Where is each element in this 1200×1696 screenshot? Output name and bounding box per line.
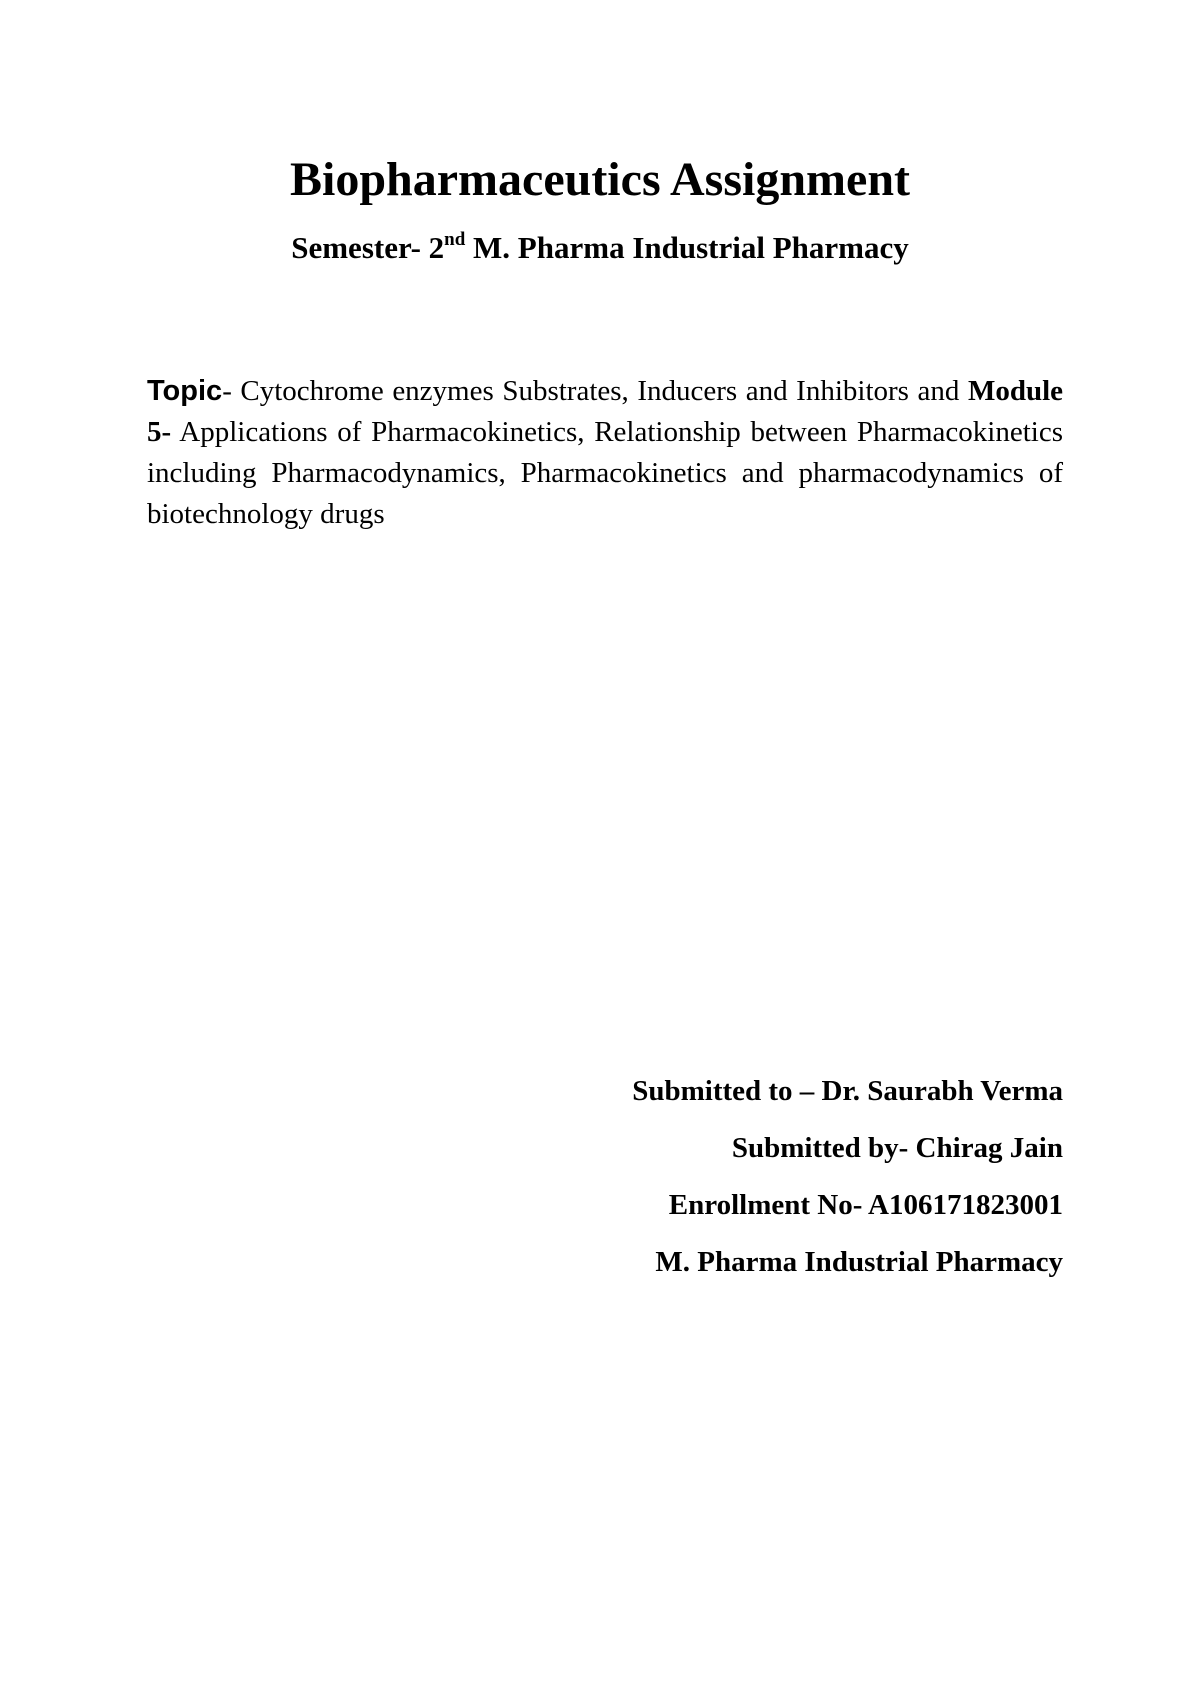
module-label: Module 5-: [147, 375, 1064, 448]
document-title: Biopharmaceutics Assignment: [289, 153, 910, 206]
enrollment-number: Enrollment No- A106171823001: [668, 1189, 1063, 1221]
submission-block: [632, 1063, 1063, 1291]
semester-superscript: nd: [444, 228, 466, 250]
topic-paragraph: [147, 371, 1063, 535]
program-name: M. Pharma Industrial Pharmacy: [655, 1246, 1063, 1278]
module-text: Applications of Pharmacokinetics, Relationship between Pharmacokinetics including Pharmacodynamics, Pharmacokinetics and pharmacodynamics of biotechnology drugs: [147, 416, 1063, 530]
semester-suffix: M. Pharma Industrial Pharmacy: [465, 230, 909, 265]
semester-subtitle: [0, 228, 1200, 268]
submitted-by: Submitted by- Chirag Jain: [731, 1132, 1063, 1164]
topic-text: - Cytochrome enzymes Substrates, Inducers and Inhibitors and: [222, 375, 960, 407]
topic-label: Topic: [147, 375, 223, 407]
submitted-to: Submitted to – Dr. Saurabh Verma: [632, 1075, 1063, 1107]
semester-prefix: Semester- 2: [291, 230, 445, 265]
